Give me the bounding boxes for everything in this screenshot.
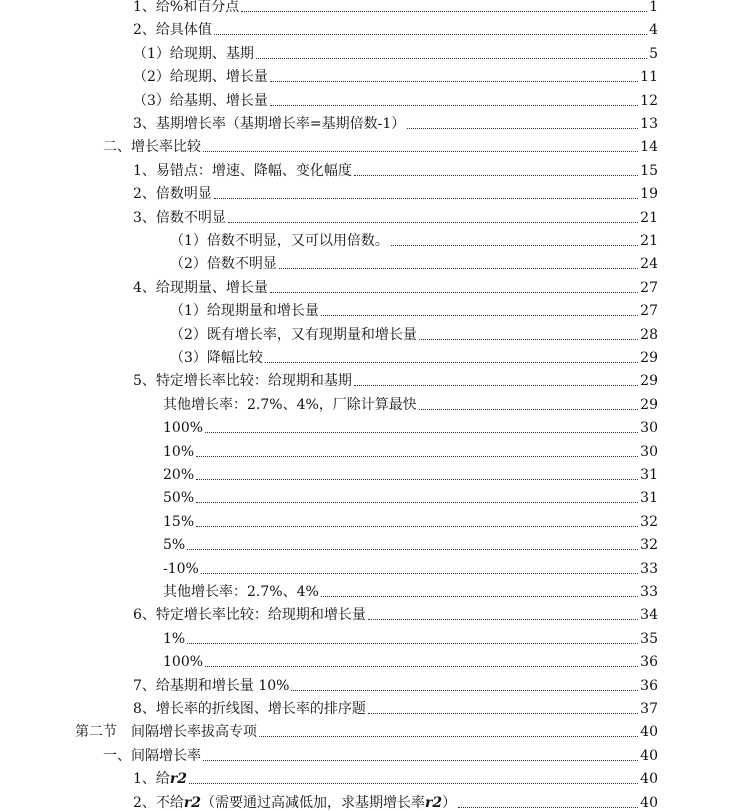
toc-page-number: 33 <box>640 584 658 600</box>
toc-entry[interactable] <box>133 86 658 109</box>
toc-dot-leader <box>189 783 638 784</box>
toc-entry-label-text: （2）倍数不明显 <box>170 256 277 273</box>
toc-entry-label <box>133 210 226 226</box>
toc-entry-label-text: 3、基期增长率（基期增长率=基期倍数-1） <box>133 116 406 132</box>
toc-entry-label-text: 5、特定增长率比较：给现期和基期 <box>133 373 352 390</box>
toc-page-number: 30 <box>640 420 658 437</box>
toc-entry-label-text: 3、倍数不明显 <box>133 209 226 226</box>
toc-entry[interactable] <box>133 15 658 38</box>
toc-entry-label-text: （1）给现期量和增长量 <box>170 303 319 320</box>
toc-page-number: 5 <box>649 45 658 62</box>
toc-dot-leader <box>419 409 638 410</box>
toc-entry-label-text: 8、增长率的折线图、增长率的排序题 <box>133 701 366 717</box>
toc-page-number: 30 <box>640 443 658 460</box>
toc-entry[interactable] <box>170 343 658 366</box>
toc-dot-leader <box>354 385 638 386</box>
toc-entry[interactable] <box>163 577 658 600</box>
toc-entry-label <box>133 116 405 132</box>
toc-entry-label-text: 2、给具体值 <box>133 22 212 39</box>
toc-page-number: 15 <box>640 162 658 179</box>
toc-entry-label <box>170 350 263 366</box>
toc-entry-label-text: 6、特定增长率比较：给现期和增长量 <box>133 607 366 624</box>
toc-dot-leader <box>368 619 638 620</box>
toc-entry-label <box>163 397 417 413</box>
toc-entry-label <box>133 0 239 15</box>
toc-entry-label-text: 第二节 间隔增长率拔高专项 <box>75 724 257 741</box>
toc-page-number: 40 <box>640 771 658 788</box>
toc-entry-label-text: 1、给%和百分点 <box>133 0 240 15</box>
toc-page-number: 34 <box>640 607 658 624</box>
toc-entry-label-text: 20% <box>163 467 195 483</box>
toc-dot-leader <box>196 456 638 457</box>
toc-entry-label-text: （1）倍数不明显，又可以用倍数。 <box>170 233 389 249</box>
toc-entry-label <box>163 490 194 506</box>
toc-dot-leader <box>321 315 638 316</box>
toc-page-number: 29 <box>640 373 658 390</box>
toc-entry-label-emphasis: r2 <box>169 771 188 788</box>
toc-entry-label <box>133 701 366 717</box>
toc-entry[interactable] <box>133 179 658 202</box>
toc-page-number: 31 <box>640 490 658 507</box>
toc-entry-label-text: 其他增长率：2.7%、4%，厂除计算最快 <box>163 396 417 413</box>
toc-entry[interactable] <box>133 764 658 787</box>
toc-entry-label-text: 5% <box>163 537 186 554</box>
toc-page-number: 29 <box>640 396 658 413</box>
toc-entry-label-emphasis: r2 <box>425 794 443 811</box>
toc-dot-leader <box>354 175 638 176</box>
toc-entry-label-text: -10% <box>163 560 199 577</box>
toc-entry[interactable] <box>170 320 658 343</box>
toc-entry[interactable] <box>170 249 658 272</box>
toc-dot-leader <box>196 502 638 503</box>
toc-entry-label <box>163 631 185 647</box>
toc-entry-label <box>133 771 187 787</box>
toc-entry[interactable] <box>103 741 658 764</box>
toc-entry[interactable] <box>133 788 658 811</box>
toc-entry[interactable] <box>133 366 658 389</box>
toc-page-number: 36 <box>640 677 658 694</box>
toc-entry[interactable] <box>163 483 658 506</box>
toc-entry-label <box>163 654 203 670</box>
toc-page-number: 35 <box>640 630 658 647</box>
toc-entry[interactable] <box>133 156 658 179</box>
toc-entry-label-text: 100% <box>163 420 204 437</box>
toc-entry[interactable] <box>163 647 658 670</box>
toc-entry[interactable] <box>170 296 658 319</box>
toc-dot-leader <box>205 432 638 433</box>
toc-entry-label <box>133 607 366 623</box>
toc-entry-label <box>133 678 289 694</box>
toc-dot-leader <box>279 268 638 269</box>
toc-entry-label-text: 7、给基期和增长量 10% <box>133 677 290 694</box>
toc-entry-label-text: 1、给 <box>133 771 170 788</box>
toc-dot-leader <box>205 666 638 667</box>
toc-page-number: 12 <box>640 92 658 109</box>
toc-page-number: 40 <box>640 794 658 811</box>
toc-entry-label <box>133 46 254 62</box>
toc-page-number: 33 <box>640 560 658 577</box>
toc-entry-label <box>133 69 268 85</box>
toc-entry-label-text: （2）既有增长率，又有现期量和增长量 <box>170 326 417 343</box>
toc-entry[interactable] <box>133 273 658 296</box>
toc-dot-leader <box>259 736 638 737</box>
toc-entry[interactable] <box>163 437 658 460</box>
toc-entry-label-emphasis: r2 <box>183 794 202 811</box>
toc-entry-label <box>133 280 268 296</box>
toc-entry[interactable] <box>133 109 658 132</box>
toc-dot-leader <box>196 526 638 527</box>
toc-entry[interactable] <box>133 0 658 15</box>
toc-entry-label-text: 10% <box>163 443 195 460</box>
toc-dot-leader <box>270 105 638 106</box>
toc-entry-label-text: （2）给现期、增长量 <box>133 69 268 86</box>
toc-entry-label-text: 15% <box>163 513 195 530</box>
toc-page-number: 28 <box>640 326 658 343</box>
toc-entry-label-text: （1）给现期、基期 <box>133 45 254 62</box>
toc-dot-leader <box>196 479 638 480</box>
toc-entry-label-text: 50% <box>163 490 195 507</box>
toc-entry[interactable] <box>133 671 658 694</box>
toc-entry-label <box>103 139 201 155</box>
toc-entry-label <box>163 584 319 600</box>
toc-dot-leader <box>187 643 638 644</box>
toc-entry[interactable] <box>163 554 658 577</box>
toc-entry-label <box>103 748 201 764</box>
toc-page-number: 11 <box>640 69 658 86</box>
toc-entry[interactable] <box>133 203 658 226</box>
toc-entry-label <box>133 795 456 811</box>
toc-page-number: 13 <box>640 116 658 132</box>
toc-page-number: 36 <box>640 654 658 671</box>
toc-entry-label-text: 二、增长率比较 <box>103 139 201 156</box>
toc-dot-leader <box>321 596 638 597</box>
toc-entry-label <box>163 420 203 436</box>
toc-entry-label-text: ） <box>442 794 457 811</box>
toc-dot-leader <box>265 362 638 363</box>
toc-entry-label-text: 1% <box>163 630 186 647</box>
toc-entry-label <box>163 444 194 460</box>
toc-entry-label-text: （需要通过高减低加，求基期增长率 <box>201 794 426 811</box>
toc-page-number: 32 <box>640 537 658 554</box>
toc-dot-leader <box>187 549 638 550</box>
toc-page-number: 21 <box>640 209 658 226</box>
toc-page-number: 27 <box>640 279 658 296</box>
toc-entry-label <box>133 22 212 38</box>
toc-entry-label <box>133 93 268 109</box>
toc-page-number: 27 <box>640 303 658 320</box>
toc-dot-leader <box>458 807 638 808</box>
toc-entry-label <box>163 537 185 553</box>
toc-dot-leader <box>419 339 638 340</box>
toc-entry-label <box>163 467 194 483</box>
toc-entry[interactable] <box>170 226 658 249</box>
toc-entry-label-text: 2、倍数明显 <box>133 186 212 203</box>
toc-dot-leader <box>203 760 638 761</box>
toc-entry-label <box>133 186 212 202</box>
toc-page-number: 14 <box>640 139 658 156</box>
toc-entry[interactable] <box>163 530 658 553</box>
toc-dot-leader <box>270 292 638 293</box>
toc-page-number: 37 <box>640 701 658 717</box>
toc-entry[interactable] <box>163 390 658 413</box>
toc-entry-label-text: 2、不给 <box>133 794 184 811</box>
toc-page-number: 21 <box>640 233 658 249</box>
toc-page-number: 1 <box>649 0 658 15</box>
toc-entry-label <box>170 256 277 272</box>
toc-dot-leader <box>241 11 647 12</box>
toc-entry-label <box>170 303 319 319</box>
toc-entry[interactable] <box>133 600 658 623</box>
toc-dot-leader <box>256 58 647 59</box>
toc-page-number: 32 <box>640 513 658 530</box>
toc-page-number: 40 <box>640 724 658 741</box>
toc-entry-label-text: 4、给现期量、增长量 <box>133 279 268 296</box>
toc-dot-leader <box>407 128 638 129</box>
toc-dot-leader <box>270 81 638 82</box>
toc-entry[interactable] <box>163 507 658 530</box>
toc-page-number: 24 <box>640 256 658 273</box>
toc-page-number: 4 <box>649 22 658 39</box>
toc-dot-leader <box>228 222 638 223</box>
toc-entry[interactable] <box>133 62 658 85</box>
toc-entry-label-text: 其他增长率：2.7%、4% <box>163 584 319 600</box>
toc-entry[interactable] <box>163 624 658 647</box>
toc-dot-leader <box>391 245 638 246</box>
toc-dot-leader <box>368 713 638 714</box>
toc-entry-label <box>75 724 257 740</box>
toc-entry[interactable] <box>103 132 658 155</box>
toc-page-number: 31 <box>640 467 658 483</box>
toc-dot-leader <box>291 690 638 691</box>
toc-entry-label <box>163 514 194 530</box>
toc-entry[interactable] <box>75 717 658 740</box>
toc-entry-label <box>163 561 199 577</box>
toc-entry[interactable] <box>163 460 658 483</box>
toc-page-number: 19 <box>640 186 658 203</box>
toc-dot-leader <box>214 198 638 199</box>
toc-entry[interactable] <box>163 413 658 436</box>
toc-entry-label-text: 100% <box>163 654 204 671</box>
toc-page-number: 29 <box>640 350 658 366</box>
toc-entry-label <box>133 163 352 179</box>
toc-entry-label <box>133 373 352 389</box>
toc-entry-label-text: 一、间隔增长率 <box>103 747 201 764</box>
toc-entry-label <box>170 233 389 249</box>
toc-dot-leader <box>203 151 638 152</box>
toc-page-number: 40 <box>640 747 658 764</box>
toc-entry-label-text: 1、易错点：增速、降幅、变化幅度 <box>133 162 352 179</box>
toc-dot-leader <box>214 34 647 35</box>
toc-entry[interactable] <box>133 39 658 62</box>
toc-entry[interactable] <box>133 694 658 717</box>
toc-entry-label-text: （3）给基期、增长量 <box>133 92 268 109</box>
toc-entry-label <box>170 327 417 343</box>
toc-entry-label-text: （3）降幅比较 <box>170 350 263 366</box>
toc-dot-leader <box>201 573 638 574</box>
